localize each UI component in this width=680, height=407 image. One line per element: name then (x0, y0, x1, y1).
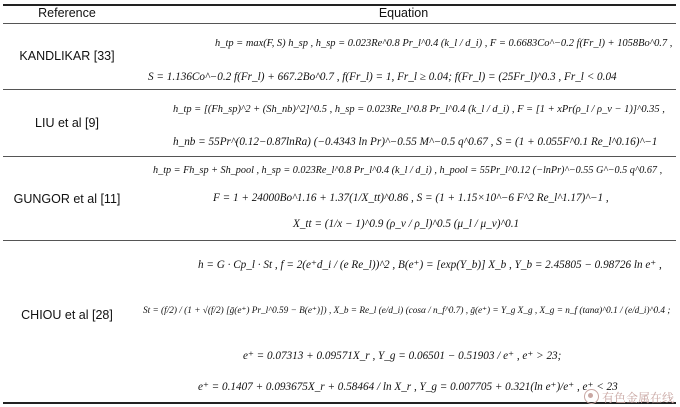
equation-line: h_nb = 55Pr^(0.12−0.87lnRa) (−0.4343 ln Pr)^−0.55 M^−0.5 q^0.67 , S = (1 + 0.055F^0.1 Re_l^0.16)^−1 (173, 136, 658, 148)
bottom-rule (3, 402, 676, 404)
reference-cell: KANDLIKAR [33] (19, 49, 115, 63)
header-reference: Reference (38, 6, 96, 20)
watermark-text: 有色金属在线 (601, 391, 674, 405)
reference-cell: LIU et al [9] (35, 116, 99, 130)
equation-table (3, 4, 676, 404)
equation-line: S = 1.136Co^−0.2 f(Fr_l) + 667.2Bo^0.7 , f(Fr_l) = 1, Fr_l ≥ 0.04; f(Fr_l) = (25Fr_l)^0.3 , Fr_l < 0.04 (148, 71, 617, 83)
equation-line: h_tp = Fh_sp + Sh_pool , h_sp = 0.023Re_l^0.8 Pr_l^0.4 (k_l / d_i) , h_pool = 55Pr_l^0.12 (−lnPr)^−0.55 G^−0.5 q^0.67 , (153, 165, 663, 176)
row-rule-3 (3, 240, 676, 241)
equation-line: St = (f/2) / (1 + √(f/2) [ḡ(e⁺) Pr_l^0.59 − B(e⁺)]) , X_b = Re_l (e/d_i) (cosα / n_f^0.7) , ḡ(e⁺) = Y_g X_g , X_g = n_f (tanα)^0.1 / (e/d_i)^0.4 ; (143, 306, 671, 316)
row-rule-2 (3, 156, 676, 157)
watermark (584, 389, 674, 406)
reference-cell: GUNGOR et al [11] (13, 192, 121, 206)
equation-line: X_tt = (1/x − 1)^0.9 (ρ_v / ρ_l)^0.5 (μ_l / μ_v)^0.1 (293, 218, 520, 230)
equation-line: F = 1 + 24000Bo^1.16 + 1.37(1/X_tt)^0.86 , S = (1 + 1.15×10^−6 F^2 Re_l^1.17)^−1 , (213, 192, 609, 204)
equation-line: e⁺ = 0.07313 + 0.09571X_r , Y_g = 0.06501 − 0.51903 / e⁺ , e⁺ > 23; (243, 350, 562, 362)
reference-cell: CHIOU et al [28] (21, 308, 113, 322)
equation-line: h_tp = [(Fh_sp)^2 + (Sh_nb)^2]^0.5 , h_sp = 0.023Re_l^0.8 Pr_l^0.4 (k_l / d_i) , F = [1 + xPr(ρ_l / ρ_v − 1)]^0.35 , (173, 104, 665, 115)
equation-line: e⁺ = 0.1407 + 0.093675X_r + 0.58464 / ln X_r , Y_g = 0.007705 + 0.321(ln e⁺)/e⁺ , e⁺ < 23 (198, 381, 618, 393)
watermark-logo-icon (584, 389, 599, 404)
row-rule-1 (3, 89, 676, 90)
header-equation: Equation (378, 6, 429, 20)
equation-line: h = G · Cp_l · St , f = 2(e⁺d_i / (e Re_l))^2 , B(e⁺) = [exp(Y_b)] X_b , Y_b = 2.45805 − 0.98726 ln e⁺ , (198, 259, 662, 271)
header-rule (3, 23, 676, 24)
equation-line: h_tp = max(F, S) h_sp , h_sp = 0.023Re^0.8 Pr_l^0.4 (k_l / d_i) , F = 0.6683Co^−0.2 f(Fr_l) + 1058Bo^0.7 , (215, 38, 673, 49)
